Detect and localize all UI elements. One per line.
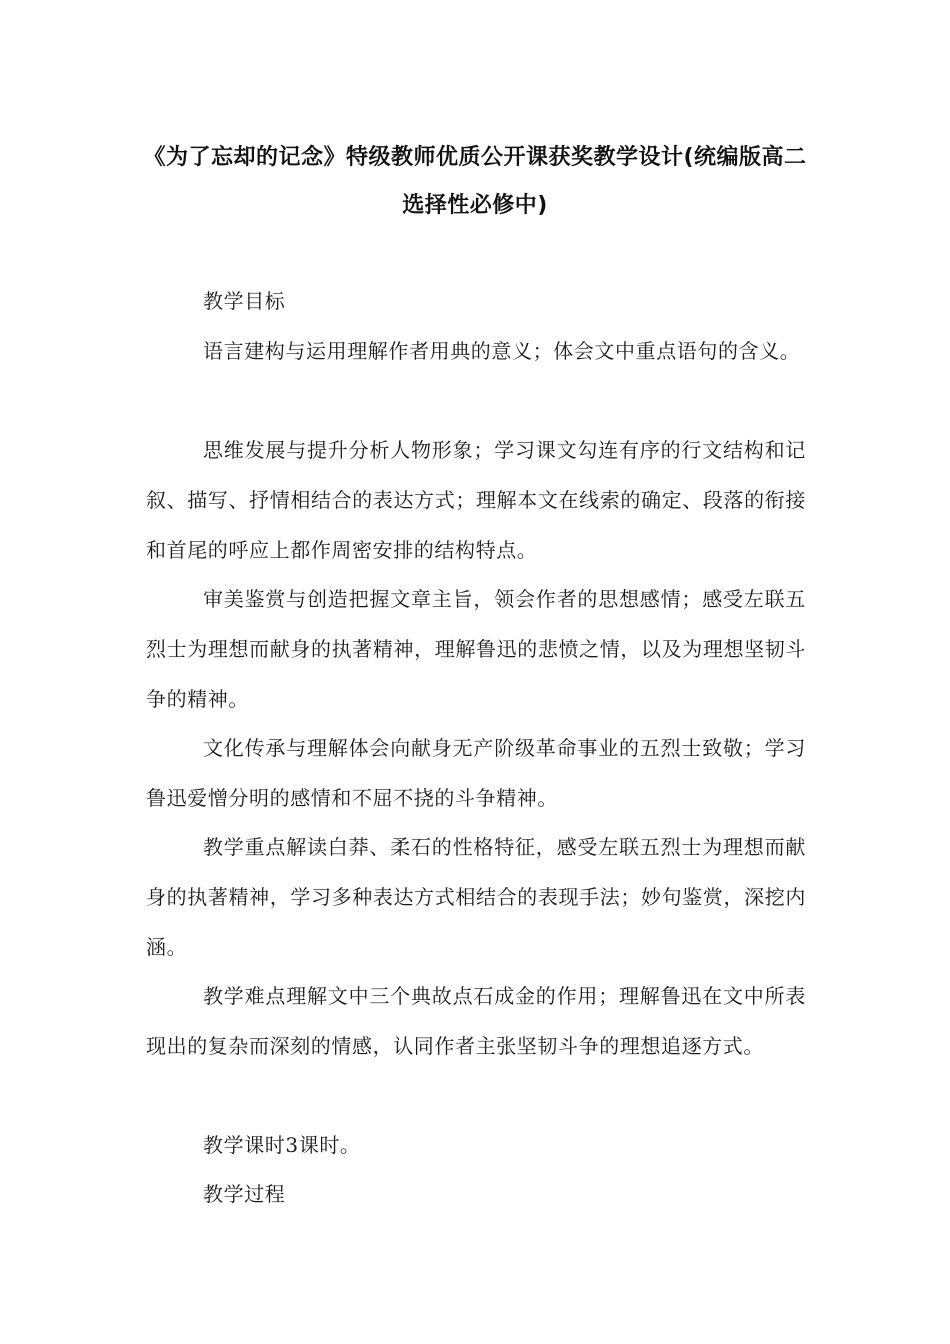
- paragraph-difficulties: 教学难点理解文中三个典故点石成金的作用；理解鲁迅在文中所表现出的复杂而深刻的情感，认同作者主张坚韧斗争的理想追逐方式。: [146, 984, 806, 1058]
- paragraph-class-hours: 教学课时3课时。: [203, 1133, 361, 1157]
- paragraph-culture: 文化传承与理解体会向献身无产阶级革命事业的五烈士致敬；学习鲁迅爱憎分明的感情和不屈不挠的斗争精神。: [146, 736, 806, 810]
- section-heading-process: 教学过程: [203, 1182, 286, 1206]
- document-title-line-2: 选择性必修中): [402, 193, 548, 218]
- paragraph-language: 语言建构与运用理解作者用典的意义；体会文中重点语句的含义。: [203, 339, 801, 363]
- paragraph-thinking: 思维发展与提升分析人物形象；学习课文勾连有序的行文结构和记叙、描写、抒情相结合的表达方式；理解本文在线索的确定、段落的衔接和首尾的呼应上都作周密安排的结构特点。: [146, 438, 806, 562]
- document-title-line-1: 《为了忘却的记念》特级教师优质公开课获奖教学设计(统编版高二: [143, 145, 807, 170]
- section-heading-objectives: 教学目标: [203, 289, 286, 313]
- paragraph-key-points: 教学重点解读白莽、柔石的性格特征，感受左联五烈士为理想而献身的执著精神，学习多种表达方式相结合的表现手法；妙句鉴赏，深挖内涵。: [146, 835, 806, 959]
- paragraph-aesthetic: 审美鉴赏与创造把握文章主旨，领会作者的思想感情；感受左联五烈士为理想而献身的执著精神，理解鲁迅的悲愤之情，以及为理想坚韧斗争的精神。: [146, 587, 806, 711]
